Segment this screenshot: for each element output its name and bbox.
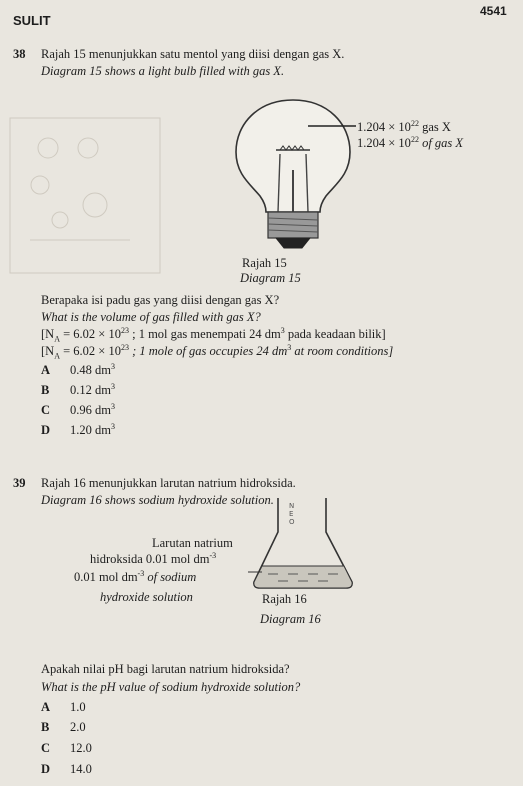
q38-caption-en: Diagram 15 — [240, 271, 301, 285]
q39-caption-ms: Rajah 16 — [262, 592, 307, 606]
q38-bulb-label-ms: $1.204 \times 10^{22}$ gas X — [357, 118, 451, 134]
q39-stem-ms: Rajah 16 menunjukkan larutan natrium hidroksida. — [41, 476, 296, 490]
q38-question-en: What is the volume of gas filled with gas X? — [41, 310, 261, 324]
light-bulb-diagram — [218, 92, 368, 252]
q39-question-ms: Apakah nilai pH bagi larutan natrium hidroksida? — [41, 662, 290, 676]
q38-given-ms: [$N_A = 6.02 \times 10^{23}$ ; 1 mol gas menempati 24 $dm^3$ pada keadaan bilik] — [41, 325, 386, 344]
paper-code: 4541 — [480, 4, 507, 18]
q38-stem-ms: Rajah 15 menunjukkan satu mentol yang diisi dengan gas X. — [41, 47, 345, 61]
q38-caption-ms: Rajah 15 — [242, 256, 287, 270]
q38-bulb-label-en: $1.204 \times 10^{22}$ of gas X — [357, 134, 464, 150]
q39-question-en: What is the pH value of sodium hydroxide solution? — [41, 680, 301, 694]
q39-flask-label-en-1: 0.01 mol $dm^{-3}$ of sodium — [74, 568, 197, 584]
q38-given-en: [$N_A = 6.02 \times 10^{23}$ ; 1 mole of gas occupies 24 $dm^3$ at room conditions] — [41, 342, 394, 361]
sulit-mark: SULIT — [13, 13, 51, 28]
q38-stem-en: Diagram 15 shows a light bulb filled with gas X. — [41, 64, 285, 78]
q38-question-ms: Berapaka isi padu gas yang diisi dengan gas X? — [41, 293, 280, 307]
flask-solution — [254, 566, 352, 588]
conical-flask-diagram — [248, 492, 358, 592]
q39-flask-label-ms-1: Larutan natrium — [152, 536, 233, 550]
q39-stem-en: Diagram 16 shows sodium hydroxide solution. — [41, 493, 274, 507]
q39-number: 39 — [13, 476, 26, 490]
q39-caption-en: Diagram 16 — [260, 612, 321, 626]
svg-text:O: O — [289, 518, 295, 526]
q39-flask-label-en-2: hydroxide solution — [100, 590, 193, 604]
q38-number: 38 — [13, 47, 26, 61]
svg-text:E: E — [289, 510, 294, 518]
q39-flask-label-ms-2: hidroksida 0.01 mol $dm^{-3}$ — [90, 550, 217, 566]
svg-text:N: N — [289, 502, 295, 510]
ghost-diagram — [0, 110, 230, 280]
